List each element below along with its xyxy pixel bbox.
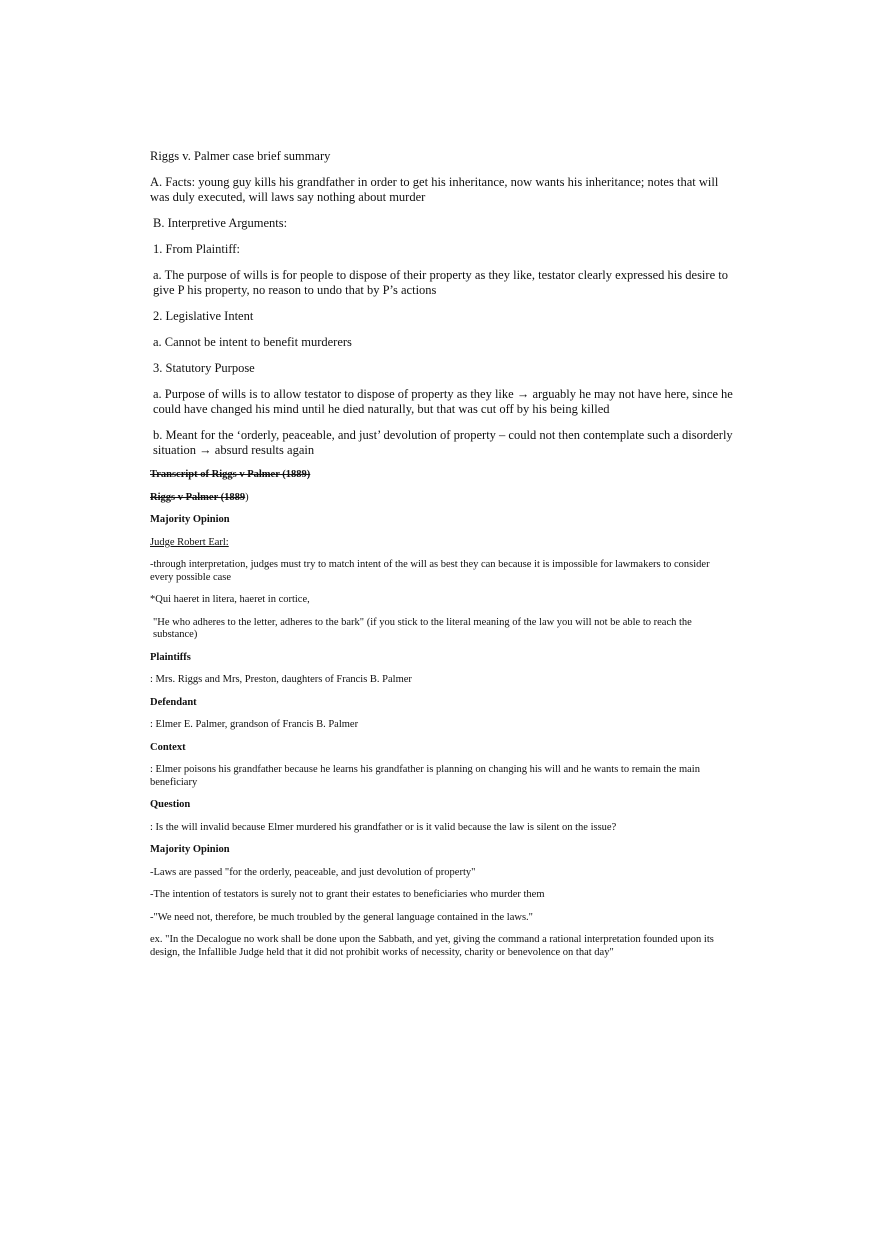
plaintiffs-heading: Plaintiffs — [150, 651, 191, 663]
laws-passed-text: -Laws are passed "for the orderly, peaceable, and just devolution of property" — [150, 866, 476, 878]
decalogue-example: ex. "In the Decalogue no work shall be done upon the Sabbath, and yet, giving the command a rational interpretation founded upon its design, the Infallible Judge held that it did not prohibit works of necessity, charity or benevolence on that day" — [150, 934, 714, 958]
question-heading: Question — [150, 799, 191, 810]
latin-maxim: *Qui haeret in litera, haeret in cortice, — [150, 594, 310, 605]
from-plaintiff-heading: 1. From Plaintiff: — [153, 242, 240, 256]
facts-paragraph: A. Facts: young guy kills his grandfather in order to get his inheritance, now wants his inheritance; notes that will was duly executed, will laws say nothing about murder — [150, 175, 719, 204]
transcript-subheading-text: Riggs v Palmer (1889 — [150, 491, 246, 503]
document-body — [150, 149, 735, 959]
question-text: : Is the will invalid because Elmer murdered his grandfather or is it valid because the law is silent on the issue? — [150, 821, 617, 833]
legislative-argument-a: a. Cannot be intent to benefit murderers — [153, 335, 352, 349]
intention-text: -The intention of testators is surely not to grant their estates to beneficiaries who murder them — [150, 889, 545, 900]
statutory-argument-b: b. Meant for the ‘orderly, peaceable, and just’ devolution of property – could not then contemplate such a disorderly situation → absurd results again — [153, 428, 733, 457]
statutory-purpose-heading: 3. Statutory Purpose — [153, 361, 255, 375]
maxim-translation: "He who adheres to the letter, adheres to the bark" (if you stick to the literal meaning of the law you will not be able to reach the substance) — [153, 616, 692, 640]
plaintiffs-text: : Mrs. Riggs and Mrs, Preston, daughters of Francis B. Palmer — [150, 674, 412, 685]
context-heading: Context — [150, 741, 186, 753]
interpretation-paragraph: -through interpretation, judges must try to match intent of the will as best they can because it is impossible for lawmakers to consider every possible case — [150, 559, 710, 583]
transcript-subheading — [150, 492, 735, 505]
transcript-subheading-tail: ) — [245, 491, 249, 503]
need-not-text: -"We need not, therefore, be much troubled by the general language contained in the laws." — [150, 911, 533, 923]
context-text: : Elmer poisons his grandfather because he learns his grandfather is planning on changing his will and he wants to remain the main beneficiary — [150, 764, 700, 788]
plaintiff-argument-a: a. The purpose of wills is for people to dispose of their property as they like, testator clearly expressed his desire to give P his property, no reason to undo that by P’s actions — [153, 268, 728, 297]
majority-opinion-heading-2: Majority Opinion — [150, 844, 230, 855]
interpretive-heading: B. Interpretive Arguments: — [153, 216, 288, 230]
majority-opinion-heading: Majority Opinion — [150, 514, 230, 525]
defendant-heading: Defendant — [150, 696, 197, 708]
statutory-argument-a: a. Purpose of wills is to allow testator to dispose of property as they like → arguably he may not have here, since he could have changed his mind until he died naturally, but that was cut off by his being killed — [153, 387, 733, 416]
legislative-intent-heading: 2. Legislative Intent — [153, 309, 254, 323]
summary-title: Riggs v. Palmer case brief summary — [150, 149, 331, 163]
judge-name: Judge Robert Earl: — [150, 536, 229, 548]
transcript-heading: Transcript of Riggs v Palmer (1889) — [150, 469, 311, 480]
defendant-text: : Elmer E. Palmer, grandson of Francis B. Palmer — [150, 719, 359, 730]
